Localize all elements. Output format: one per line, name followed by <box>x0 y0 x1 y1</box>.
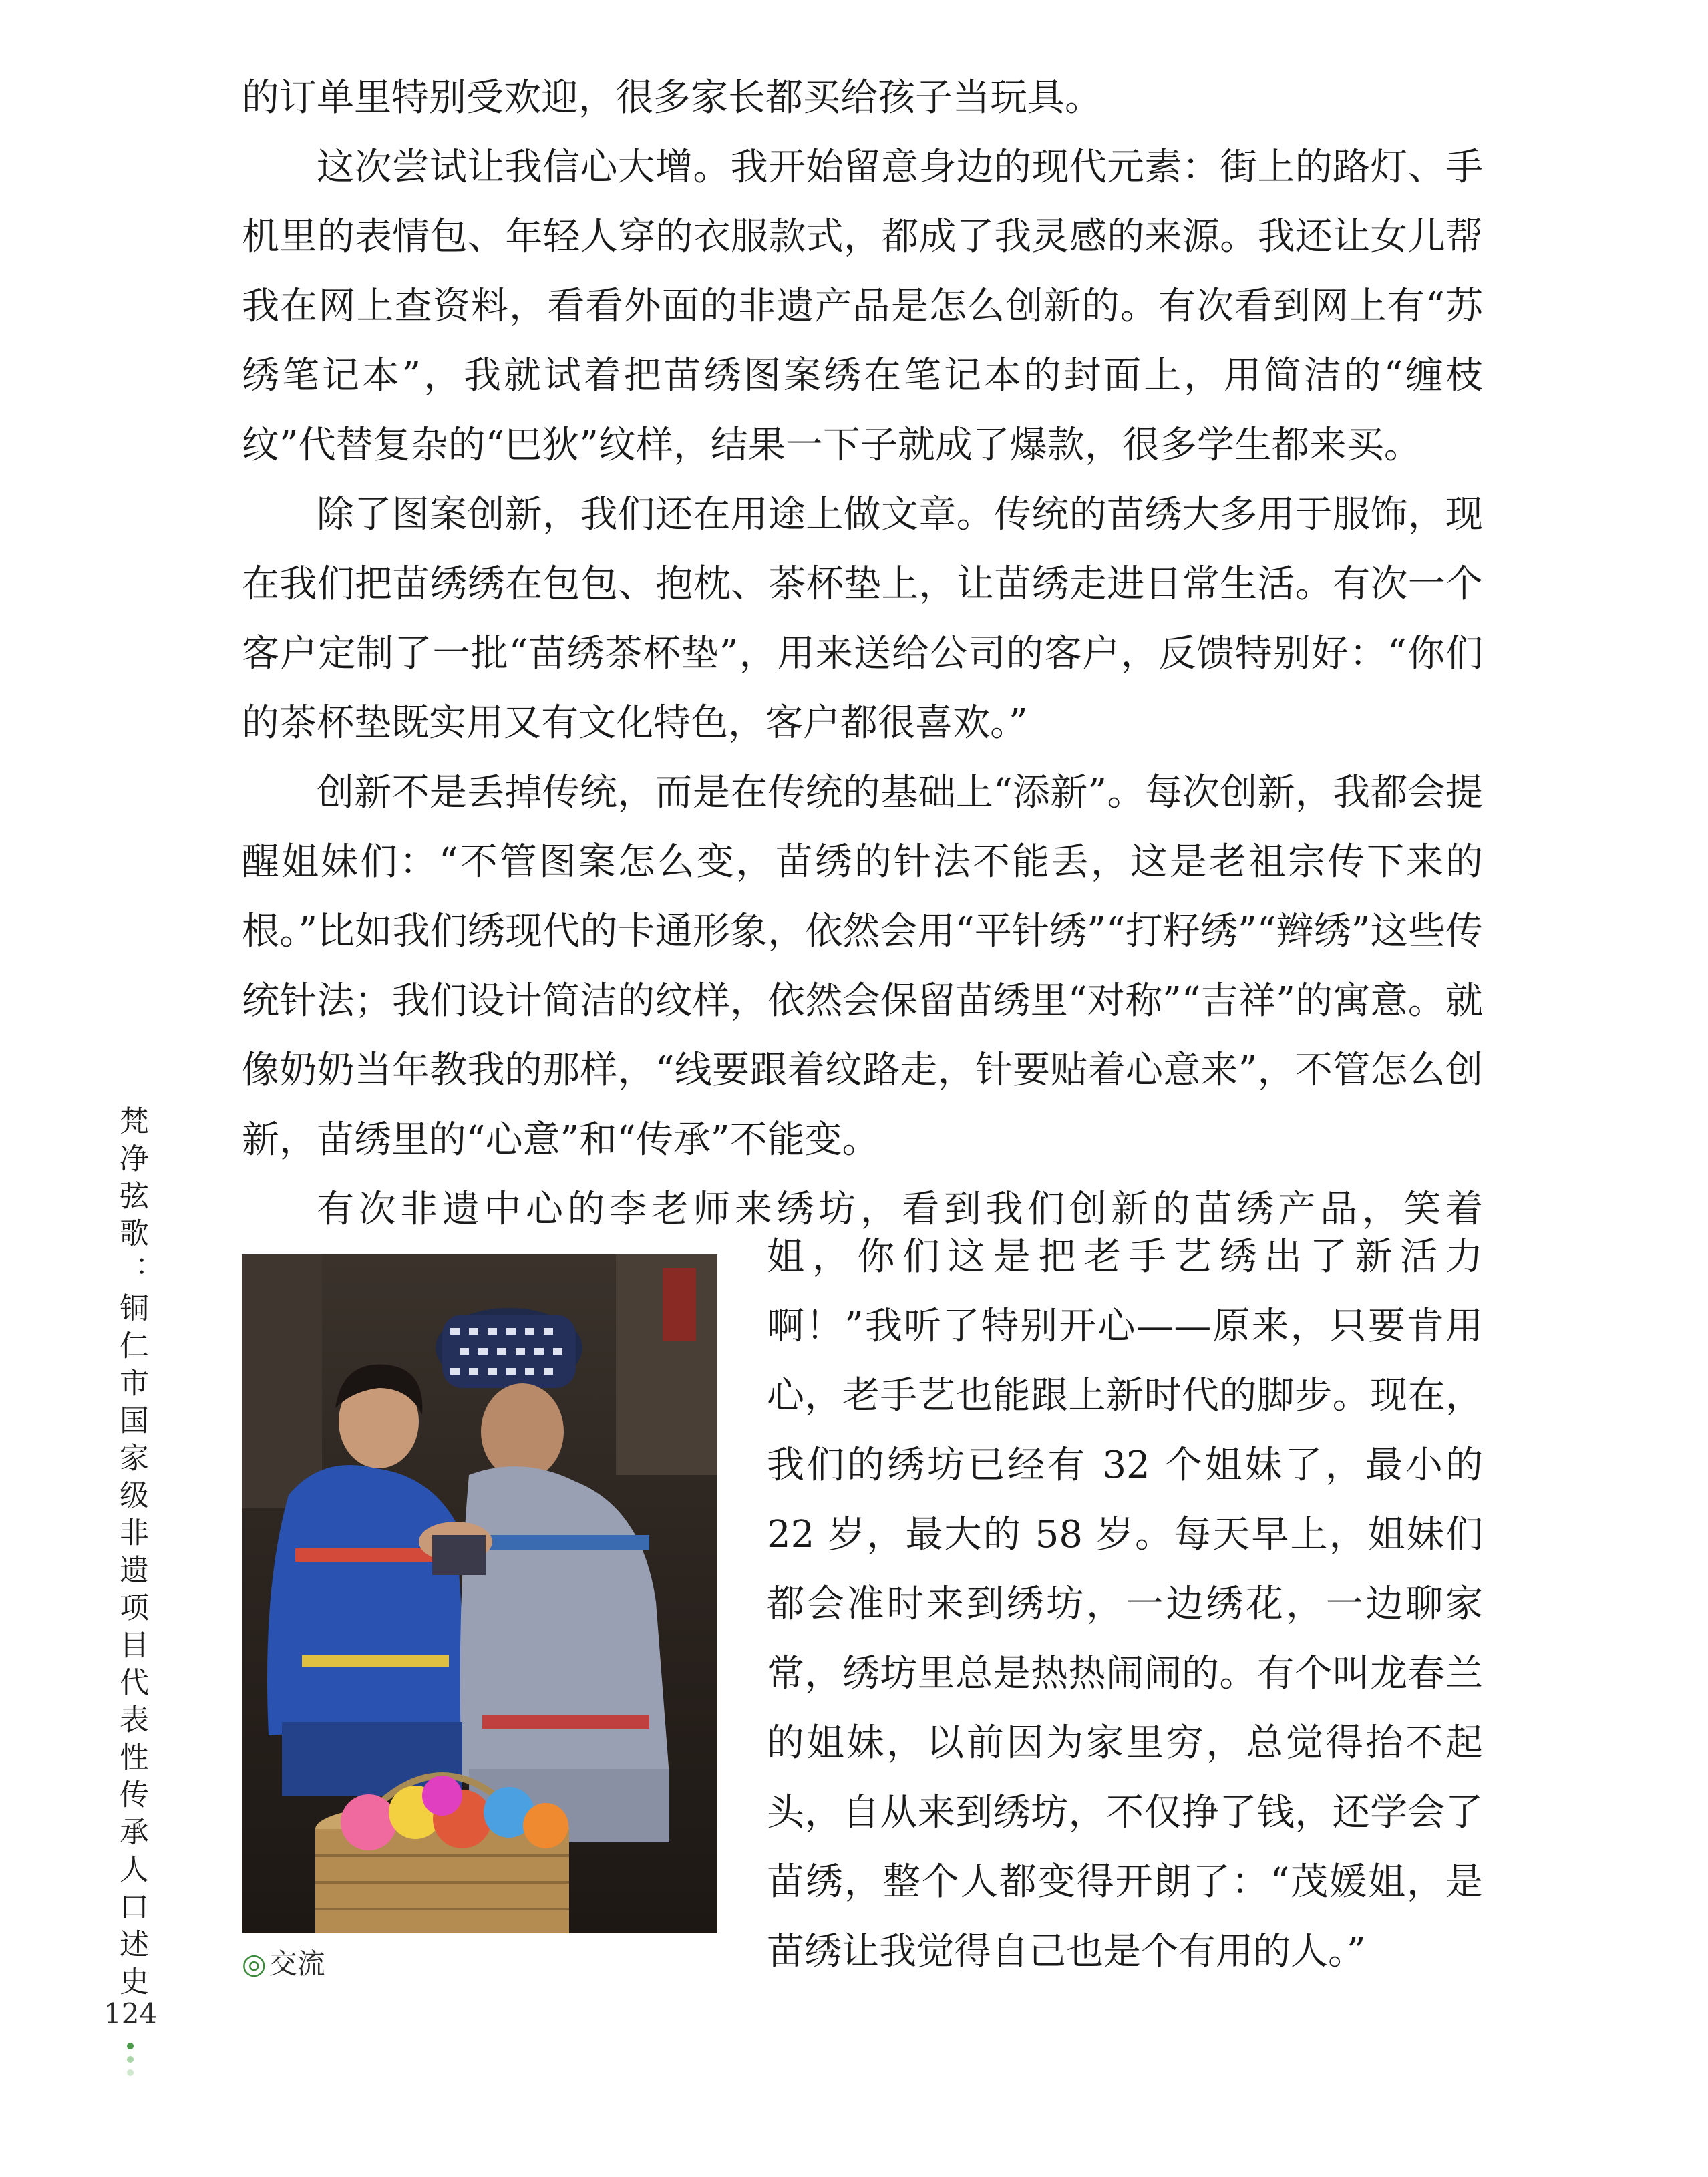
body-text-top <box>242 63 1483 1314</box>
photo-illustration <box>242 1254 717 1933</box>
paragraph: 的订单里特别受欢迎，很多家长都买给孩子当玩具。 <box>242 76 1102 120</box>
decorative-dot <box>127 2056 134 2063</box>
body-text-wrap <box>767 1222 1483 1987</box>
paragraph: 创新不是丢掉传统，而是在传统的基础上“添新”。每次创新，我都会提醒姐妹们：“不管图案怎么变，苗绣的针法不能丢，这是老祖宗传下来的根。”比如我们绣现代的卡通形象，依然会用“平针绣”“打籽绣”“辫绣”这些传统针法；我们设计简洁的纹样，依然会保留苗绣里“对称”“吉祥”的寓意。就像奶奶当年教我的那样，“线要跟着纹路走，针要贴着心意来”，不管怎么创新，苗绣里的“心意”和“传承”不能变。 <box>242 771 1483 1162</box>
page-number: 124 <box>104 1997 158 2030</box>
paragraph: 有次非遗中心的李老师来绣坊，看到我们创新的苗绣产品，笑着 <box>317 1188 1483 1231</box>
decorative-dot <box>127 2069 134 2076</box>
decorative-dot <box>127 2043 134 2049</box>
running-title: 梵净弦歌：铜仁市国家级非遗项目代表性传承人口述史 <box>114 1106 148 2003</box>
caption-mark: ◎ <box>242 1947 267 1980</box>
caption-text: 交流 <box>269 1947 325 1980</box>
embroidery-exchange-photo <box>242 1254 717 1933</box>
paragraph: 这次尝试让我信心大增。我开始留意身边的现代元素：街上的路灯、手机里的表情包、年轻人穿的衣服款式，都成了我灵感的来源。我还让女儿帮我在网上查资料，看看外面的非遗产品是怎么创新的。有次看到网上有“苏绣笔记本”，我就试着把苗绣图案绣在笔记本的封面上，用简洁的“缠枝纹”代替复杂的“巴狄”纹样，结果一下子就成了爆款，很多学生都来买。 <box>242 146 1483 467</box>
paragraph: 姐，你们这是把老手艺绣出了新活力啊！”我听了特别开心——原来，只要肯用心，老手艺也能跟上新时代的脚步。现在，我们的绣坊已经有 32 个姐妹了，最小的 22 岁，最大的 58 岁。每天早上，姐妹们都会准时来到绣坊，一边绣花，一边聊家常，绣坊里总是热热闹闹的。有个叫龙春兰的姐妹，以前因为家里穷，总觉得抬不起头，自从来到绣坊，不仅挣了钱，还学会了苗绣，整个人都变得开朗了：“茂媛姐，是苗绣让我觉得自己也是个有用的人。” <box>767 1235 1483 1973</box>
paragraph: 除了图案创新，我们还在用途上做文章。传统的苗绣大多用于服饰，现在我们把苗绣绣在包包、抱枕、茶杯垫上，让苗绣走进日常生活。有次一个客户定制了一批“苗绣茶杯垫”，用来送给公司的客户，反馈特别好：“你们的茶杯垫既实用又有文化特色，客户都很喜欢。” <box>242 493 1483 745</box>
photo-caption <box>242 1944 325 1984</box>
